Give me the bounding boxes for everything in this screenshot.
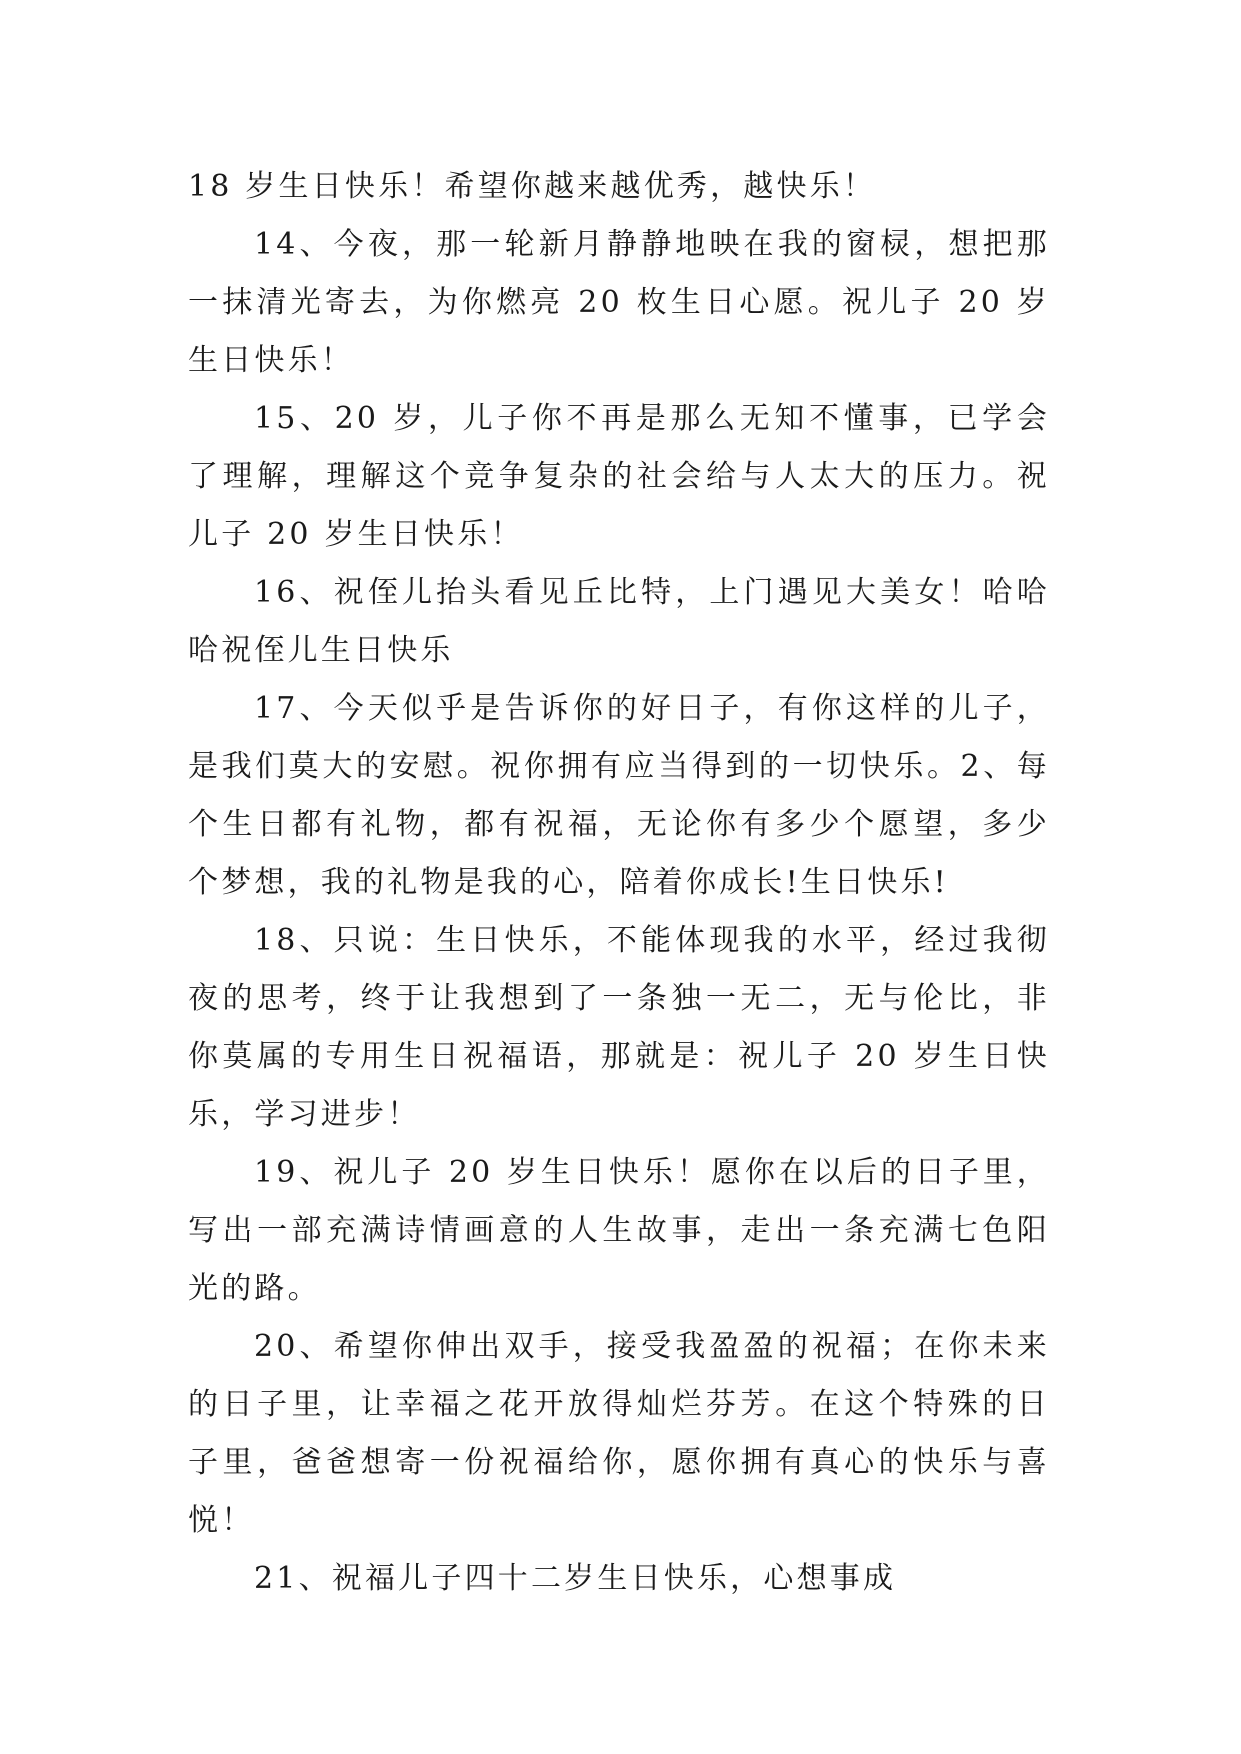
- paragraph-14: 14、今夜，那一轮新月静静地映在我的窗棂，想把那一抹清光寄去，为你燃亮 20 枚生日心愿。祝儿子 20 岁生日快乐！: [188, 227, 1050, 378]
- document-body: [188, 158, 1050, 1608]
- paragraph-18: 18、只说：生日快乐，不能体现我的水平，经过我彻夜的思考，终于让我想到了一条独一无二，无与伦比，非你莫属的专用生日祝福语，那就是：祝儿子 20 岁生日快乐，学习进步！: [188, 923, 1050, 1132]
- paragraph-21: 21、祝福儿子四十二岁生日快乐，心想事成: [254, 1561, 897, 1596]
- paragraph-20: 20、希望你伸出双手，接受我盈盈的祝福；在你未来的日子里，让幸福之花开放得灿烂芬芳。在这个特殊的日子里，爸爸想寄一份祝福给你，愿你拥有真心的快乐与喜悦！: [188, 1329, 1050, 1538]
- paragraph-16: 16、祝侄儿抬头看见丘比特，上门遇见大美女！哈哈哈祝侄儿生日快乐: [188, 575, 1050, 668]
- paragraph-17: 17、今天似乎是告诉你的好日子，有你这样的儿子，是我们莫大的安慰。祝你拥有应当得到的一切快乐。2、每个生日都有礼物，都有祝福，无论你有多少个愿望，多少个梦想，我的礼物是我的心，陪着你成长!生日快乐!: [188, 691, 1050, 900]
- paragraph-15: 15、20 岁，儿子你不再是那么无知不懂事，已学会了理解，理解这个竞争复杂的社会给与人太大的压力。祝儿子 20 岁生日快乐！: [188, 401, 1050, 552]
- paragraph-19: 19、祝儿子 20 岁生日快乐！愿你在以后的日子里，写出一部充满诗情画意的人生故事，走出一条充满七色阳光的路。: [188, 1155, 1050, 1306]
- paragraph-continuation: 18 岁生日快乐！希望你越来越优秀，越快乐！: [188, 169, 877, 204]
